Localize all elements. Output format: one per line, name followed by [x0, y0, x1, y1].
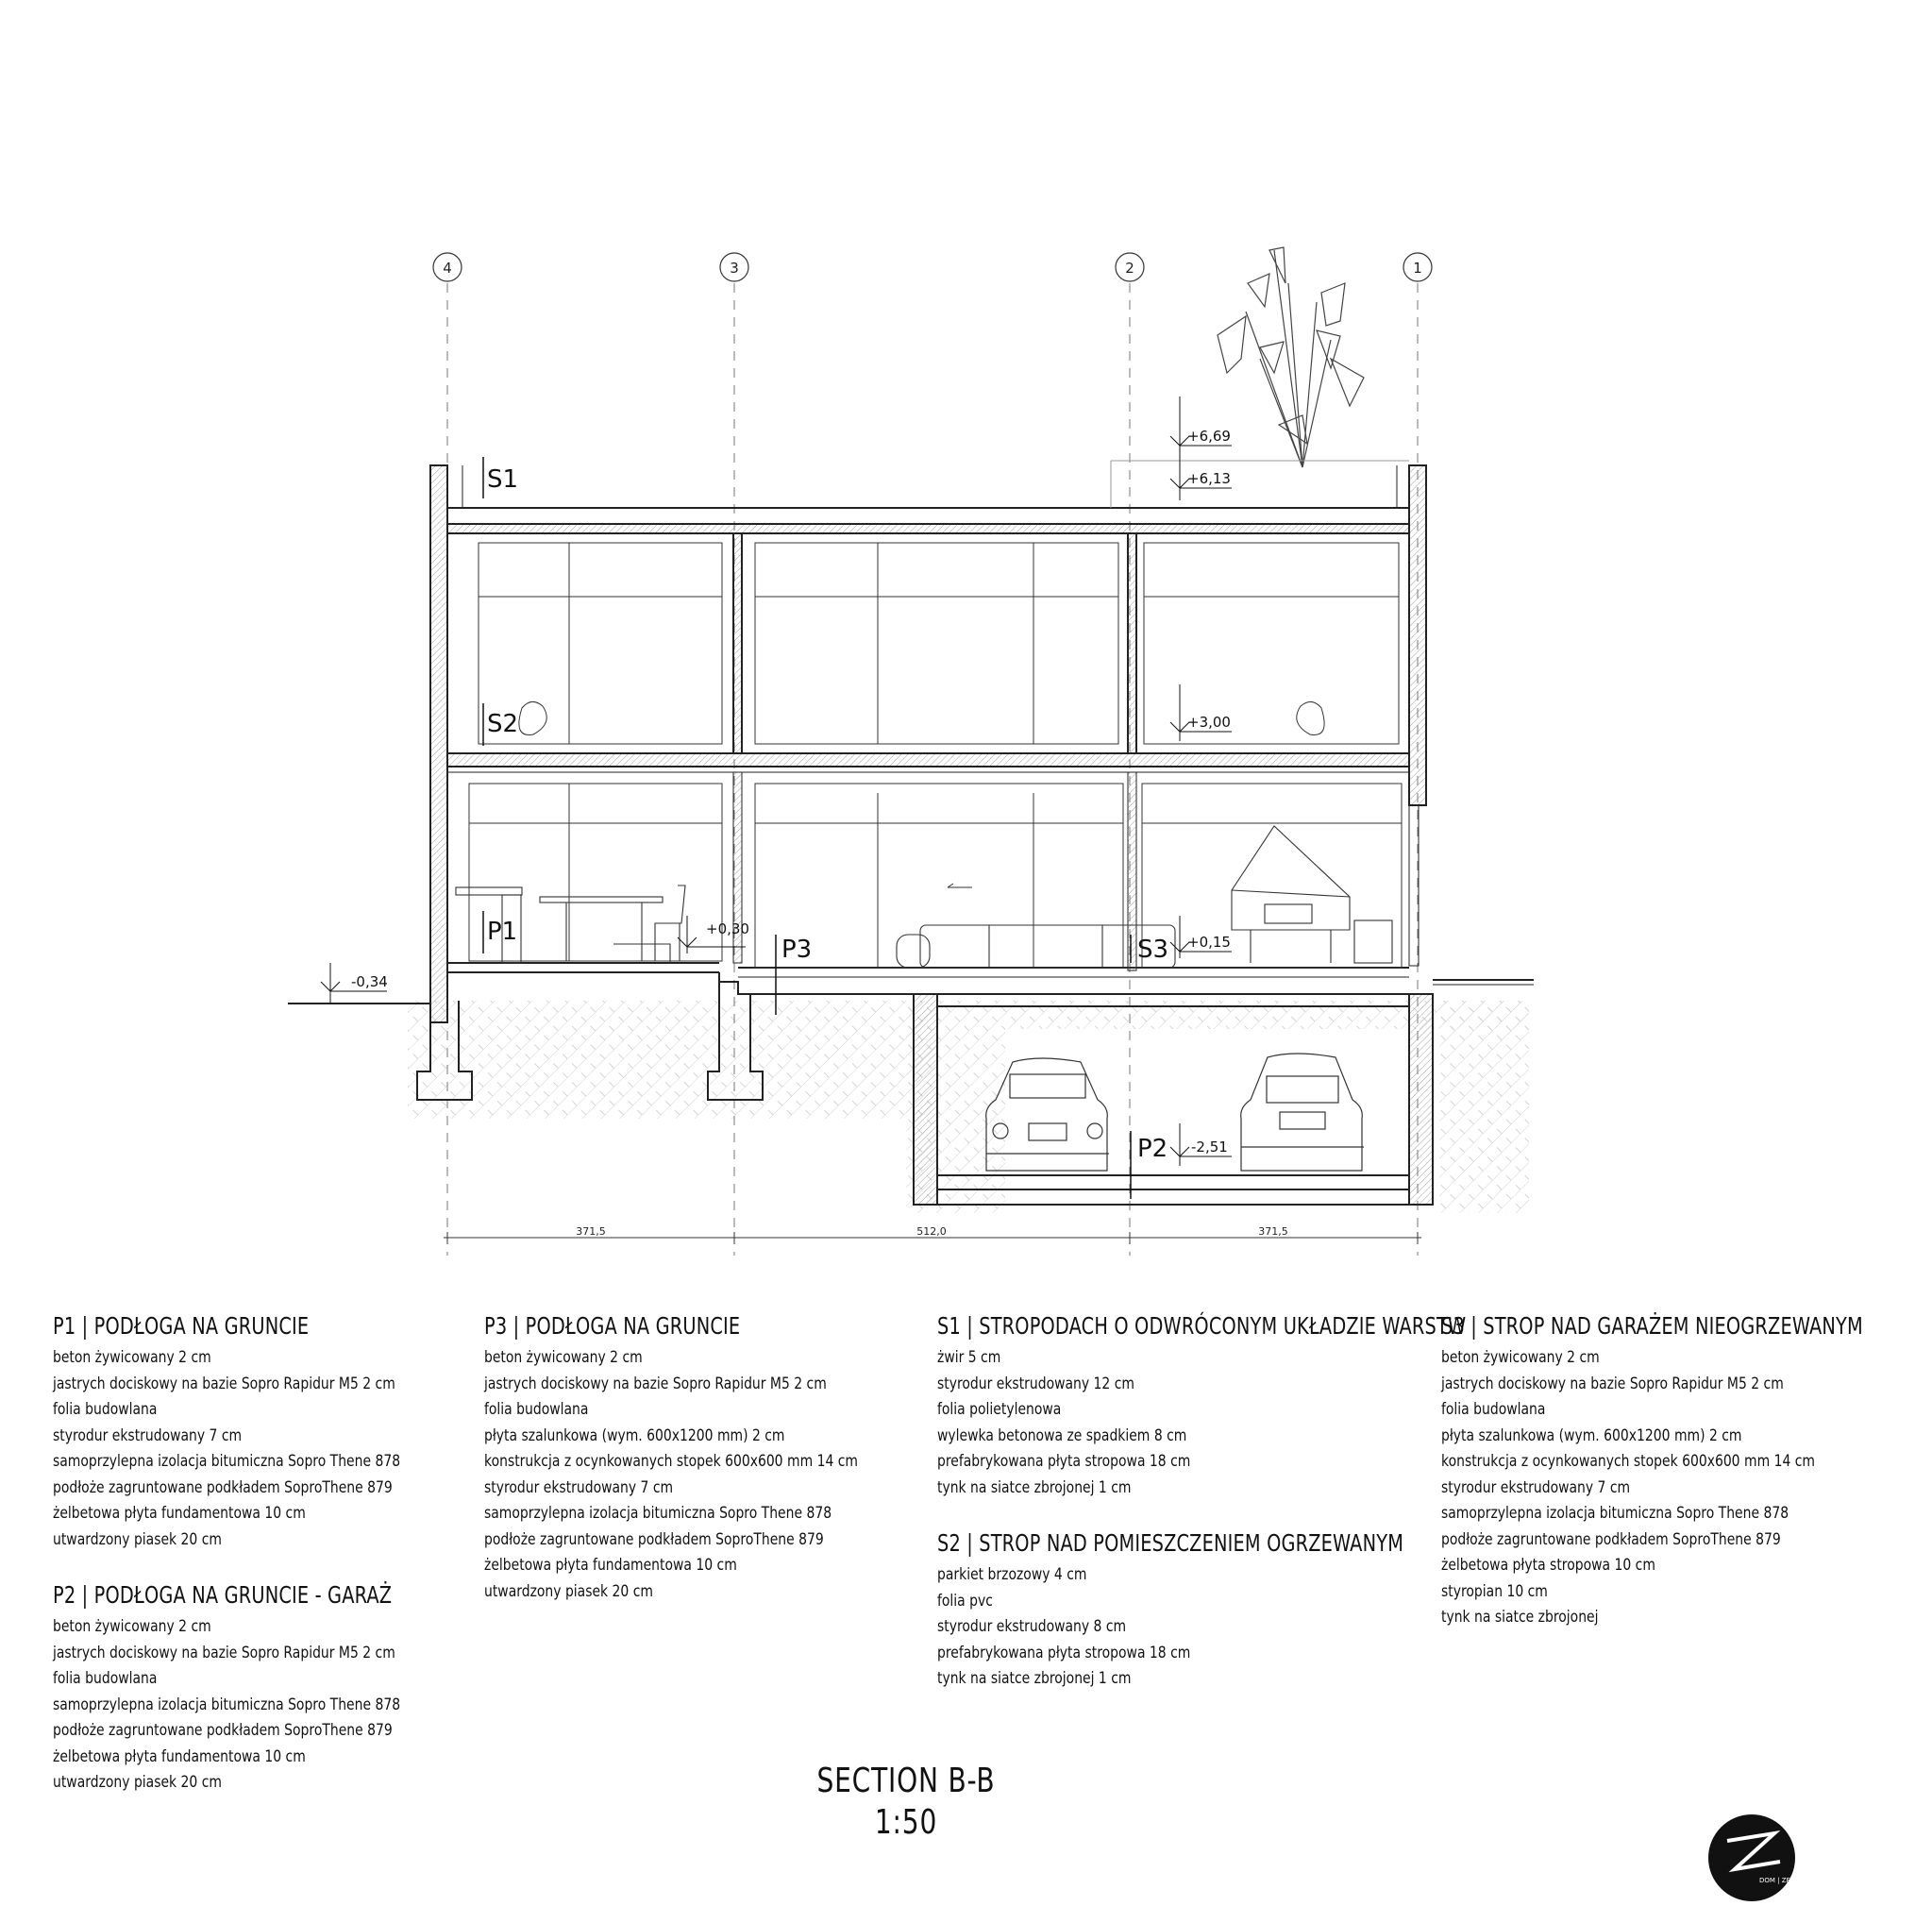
- spec-p1-item: podłoże zagruntowane podkładem SoproThene 879: [53, 1477, 393, 1497]
- ground-hatch: [408, 1001, 1529, 1213]
- spec-s3-item: styropian 10 cm: [1441, 1581, 1548, 1601]
- level-garage: -2,51: [1191, 1139, 1228, 1155]
- spec-p1-title: P1 | PODŁOGA NA GRUNCIE: [53, 1312, 310, 1340]
- spec-p3-item: żelbetowa płyta fundamentowa 10 cm: [484, 1556, 737, 1575]
- spec-p3-item: konstrukcja z ocynkowanych stopek 600x600 mm 14 cm: [484, 1452, 858, 1471]
- spec-p2-item: folia budowlana: [53, 1669, 158, 1688]
- logo-text: DOM | ZEN: [1759, 1877, 1796, 1884]
- spec-p1-item: folia budowlana: [53, 1400, 158, 1419]
- drawing-title-block: [811, 1761, 1002, 1844]
- level-roof: +6,13: [1187, 470, 1231, 487]
- spec-column-4: [1441, 1312, 1932, 1660]
- dim-span-3: 371,5: [1258, 1225, 1288, 1238]
- spec-s1-item: tynk na siatce zbrojonej 1 cm: [937, 1477, 1132, 1497]
- spec-p1-item: utwardzony piasek 20 cm: [53, 1529, 222, 1549]
- spec-s2-item: prefabrykowana płyta stropowa 18 cm: [937, 1643, 1191, 1662]
- spec-p3-item: utwardzony piasek 20 cm: [484, 1581, 653, 1601]
- spec-s3-item: beton żywicowany 2 cm: [1441, 1348, 1600, 1367]
- spec-p1-item: styrodur ekstrudowany 7 cm: [53, 1425, 243, 1445]
- tag-s2: S2: [487, 710, 519, 738]
- furniture: [456, 826, 1392, 968]
- spec-p2-item: podłoże zagruntowane podkładem SoproThene 879: [53, 1721, 393, 1740]
- spec-p1-item: beton żywicowany 2 cm: [53, 1348, 211, 1367]
- spec-p2-item: beton żywicowany 2 cm: [53, 1617, 211, 1636]
- drawing-title: SECTION B-B: [816, 1762, 996, 1800]
- spec-s2-item: styrodur ekstrudowany 8 cm: [937, 1617, 1127, 1636]
- spec-s3-item: styrodur ekstrudowany 7 cm: [1441, 1477, 1631, 1497]
- dim-span-1: 371,5: [576, 1225, 606, 1238]
- dim-span-2: 512,0: [916, 1225, 947, 1238]
- spec-column-1: [53, 1312, 477, 1825]
- spec-s2-title: S2 | STROP NAD POMIESZCZENIEM OGRZEWANYM: [937, 1529, 1404, 1557]
- spec-p3-title: P3 | PODŁOGA NA GRUNCIE: [484, 1312, 741, 1340]
- axis-label-1: 1: [1413, 260, 1422, 277]
- level-terrain: -0,34: [351, 973, 388, 990]
- spec-p1-item: żelbetowa płyta fundamentowa 10 cm: [53, 1504, 306, 1523]
- spec-s1-item: folia polietylenowa: [937, 1400, 1062, 1419]
- spec-s3-item: folia budowlana: [1441, 1400, 1546, 1419]
- spec-s3-title: S3 | STROP NAD GARAŻEM NIEOGRZEWANYM: [1441, 1312, 1863, 1340]
- spec-p3-item: styrodur ekstrudowany 7 cm: [484, 1477, 674, 1497]
- axis-label-4: 4: [443, 260, 452, 277]
- spec-s1-item: prefabrykowana płyta stropowa 18 cm: [937, 1452, 1191, 1471]
- spec-p3-item: podłoże zagruntowane podkładem SoproThene 879: [484, 1529, 824, 1549]
- spec-p3-item: płyta szalunkowa (wym. 600x1200 mm) 2 cm: [484, 1425, 785, 1445]
- spec-s1-item: wylewka betonowa ze spadkiem 8 cm: [937, 1425, 1187, 1445]
- spec-s1-title: S1 | STROPODACH O ODWRÓCONYM UKŁADZIE WARSTW: [937, 1312, 1467, 1340]
- tag-s3: S3: [1137, 936, 1169, 964]
- spec-s3-item: żelbetowa płyta stropowa 10 cm: [1441, 1556, 1655, 1575]
- spec-p2-title: P2 | PODŁOGA NA GRUNCIE - GARAŻ: [53, 1581, 393, 1609]
- garage-cars: [986, 1054, 1364, 1171]
- tag-p1: P1: [487, 918, 518, 946]
- spec-s3-item: płyta szalunkowa (wym. 600x1200 mm) 2 cm: [1441, 1425, 1742, 1445]
- level-ground-s3: +0,15: [1187, 934, 1231, 951]
- spec-p2-item: samoprzylepna izolacja bitumiczna Sopro Thene 878: [53, 1695, 401, 1714]
- level-roof-top: +6,69: [1187, 428, 1231, 445]
- spec-s2-item: folia pvc: [937, 1591, 993, 1611]
- spec-p3-item: jastrych dociskowy na bazie Sopro Rapidur M5 2 cm: [484, 1374, 827, 1393]
- windows-upper: [479, 543, 1399, 744]
- axis-label-3: 3: [730, 260, 739, 277]
- windows-lower: [469, 784, 1402, 968]
- dom-zen-logo: [1706, 1813, 1797, 1903]
- spec-p2-item: jastrych dociskowy na bazie Sopro Rapidur M5 2 cm: [53, 1643, 395, 1662]
- spec-p3-list: [484, 1345, 940, 1605]
- spec-s3-item: jastrych dociskowy na bazie Sopro Rapidur M5 2 cm: [1441, 1374, 1784, 1393]
- spec-p2-item: żelbetowa płyta fundamentowa 10 cm: [53, 1746, 306, 1766]
- spec-p1-item: samoprzylepna izolacja bitumiczna Sopro Thene 878: [53, 1452, 401, 1471]
- spec-column-2: [484, 1312, 940, 1633]
- spec-s3-item: konstrukcja z ocynkowanych stopek 600x600 mm 14 cm: [1441, 1452, 1815, 1471]
- spec-p2-list: [53, 1614, 477, 1796]
- spec-p1-item: jastrych dociskowy na bazie Sopro Rapidur M5 2 cm: [53, 1374, 395, 1393]
- tag-s1: S1: [487, 465, 519, 494]
- drawing-scale: 1:50: [874, 1803, 938, 1842]
- spec-p3-item: beton żywicowany 2 cm: [484, 1348, 643, 1367]
- spec-s3-item: podłoże zagruntowane podkładem SoproThene 879: [1441, 1529, 1781, 1549]
- tag-p3: P3: [781, 936, 813, 964]
- spec-p3-item: samoprzylepna izolacja bitumiczna Sopro Thene 878: [484, 1504, 832, 1523]
- dimension-values: [576, 1225, 1288, 1238]
- spec-s3-list: [1441, 1345, 1932, 1631]
- level-first-floor: +3,00: [1187, 714, 1231, 731]
- level-ground-p1: +0,30: [706, 920, 749, 937]
- axis-label-2: 2: [1125, 260, 1134, 277]
- spec-s3-item: tynk na siatce zbrojonej: [1441, 1608, 1599, 1627]
- spec-p2-item: utwardzony piasek 20 cm: [53, 1773, 222, 1792]
- spec-s2-item: parkiet brzozowy 4 cm: [937, 1565, 1087, 1584]
- spec-s1-item: styrodur ekstrudowany 12 cm: [937, 1374, 1134, 1393]
- spec-p3-item: folia budowlana: [484, 1400, 589, 1419]
- spec-p1-list: [53, 1345, 477, 1553]
- roof-plant: [1218, 247, 1364, 467]
- spec-s2-item: tynk na siatce zbrojonej 1 cm: [937, 1669, 1132, 1688]
- spec-s1-item: żwir 5 cm: [937, 1348, 1001, 1367]
- spec-s3-item: samoprzylepna izolacja bitumiczna Sopro Thene 878: [1441, 1504, 1789, 1523]
- tag-p2: P2: [1137, 1135, 1168, 1163]
